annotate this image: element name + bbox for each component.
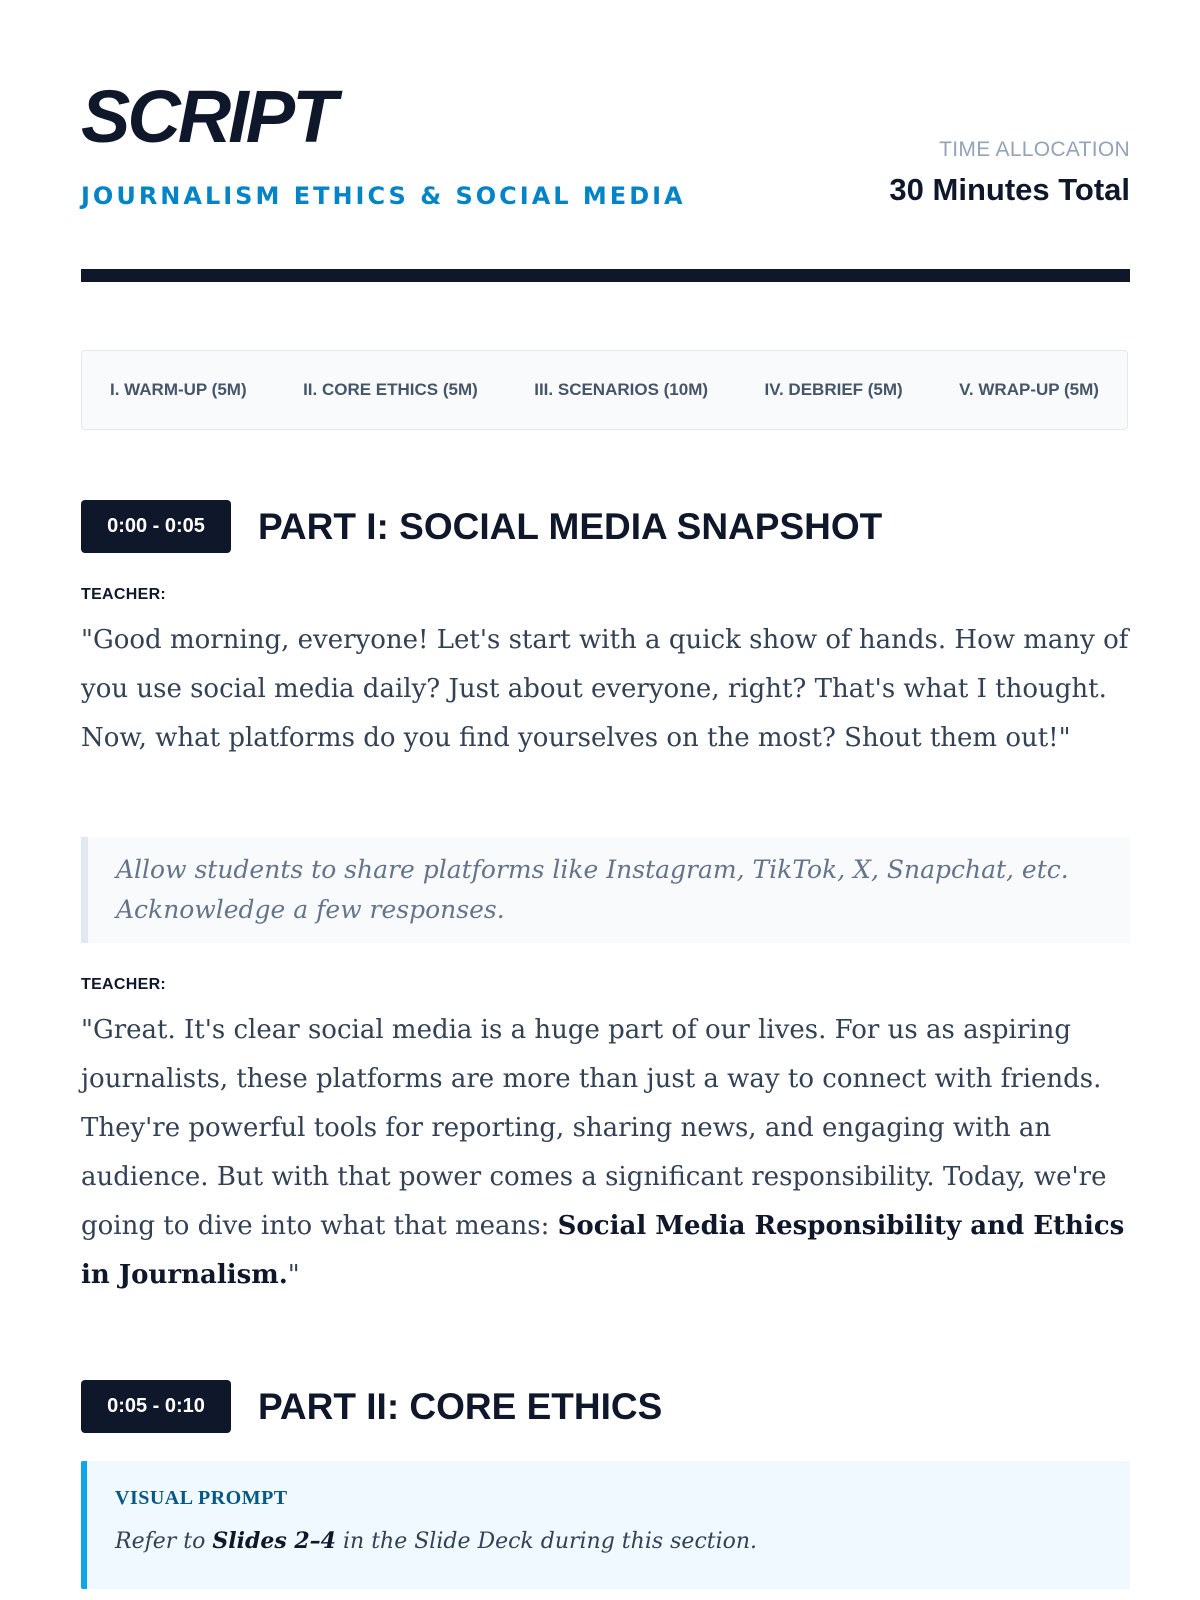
speech-emphasis: Social Media Responsibility and Ethics in Journalism. (81, 1211, 1125, 1290)
page-title: SCRIPT (81, 75, 335, 158)
prompt-text-pre: Refer to (115, 1529, 213, 1554)
header-divider (81, 269, 1130, 282)
speaker-label: TEACHER: (81, 976, 167, 993)
teacher-speech: "Good morning, everyone! Let's start with a quick show of hands. How many of you use social media daily? Just about everyone, right? That's what I thought. Now, what platforms do you find yourselves on the most? Shout them out!" (81, 625, 1129, 753)
page-header (81, 0, 1130, 282)
time-allocation-value: 30 Minutes Total (889, 172, 1130, 207)
teacher-speech (81, 1006, 1130, 1300)
section-2-header (81, 1380, 662, 1433)
nav-item-core-ethics[interactable]: II. CORE ETHICS (5M) (303, 380, 478, 399)
page-subtitle: JOURNALISM ETHICS & SOCIAL MEDIA (81, 182, 686, 210)
visual-prompt-label: VISUAL PROMPT (115, 1487, 288, 1509)
nav-item-scenarios[interactable]: III. SCENARIOS (10M) (534, 380, 709, 399)
time-allocation (889, 138, 1130, 208)
visual-prompt-callout (81, 1461, 1130, 1589)
nav-item-wrap-up[interactable]: V. WRAP-UP (5M) (959, 380, 1099, 399)
section-1-time-badge: 0:00 - 0:05 (81, 500, 231, 553)
section-2-time-badge: 0:05 - 0:10 (81, 1380, 231, 1433)
section-1-header (81, 500, 882, 553)
speech-text: "Great. It's clear social media is a huge part of our lives. For us as aspiring journalists, these platforms are more than just a way to connect with friends. They're powerful tools for reporting, sharing news, and engaging with an audience. But with that power comes a significant responsibility. Today, we're going to dive into what that means: (81, 1015, 1107, 1241)
prompt-slides-ref: Slides 2–4 (212, 1528, 336, 1554)
script-page (81, 0, 1130, 1554)
stage-direction-note: Allow students to share platforms like Instagram, TikTok, X, Snapchat, etc. Acknowledge a few responses. (81, 837, 1130, 943)
time-allocation-label: TIME ALLOCATION (939, 138, 1130, 161)
section-nav (81, 350, 1128, 430)
nav-item-warm-up[interactable]: I. WARM-UP (5M) (110, 380, 247, 399)
visual-prompt-text (115, 1528, 1102, 1554)
prompt-text-post: in the Slide Deck during this section. (336, 1529, 758, 1554)
speaker-label: TEACHER: (81, 586, 167, 603)
nav-item-debrief[interactable]: IV. DEBRIEF (5M) (764, 380, 903, 399)
speech-text-end: " (287, 1260, 300, 1290)
section-2-title: PART II: CORE ETHICS (258, 1385, 663, 1427)
section-1-title: PART I: SOCIAL MEDIA SNAPSHOT (258, 505, 883, 547)
